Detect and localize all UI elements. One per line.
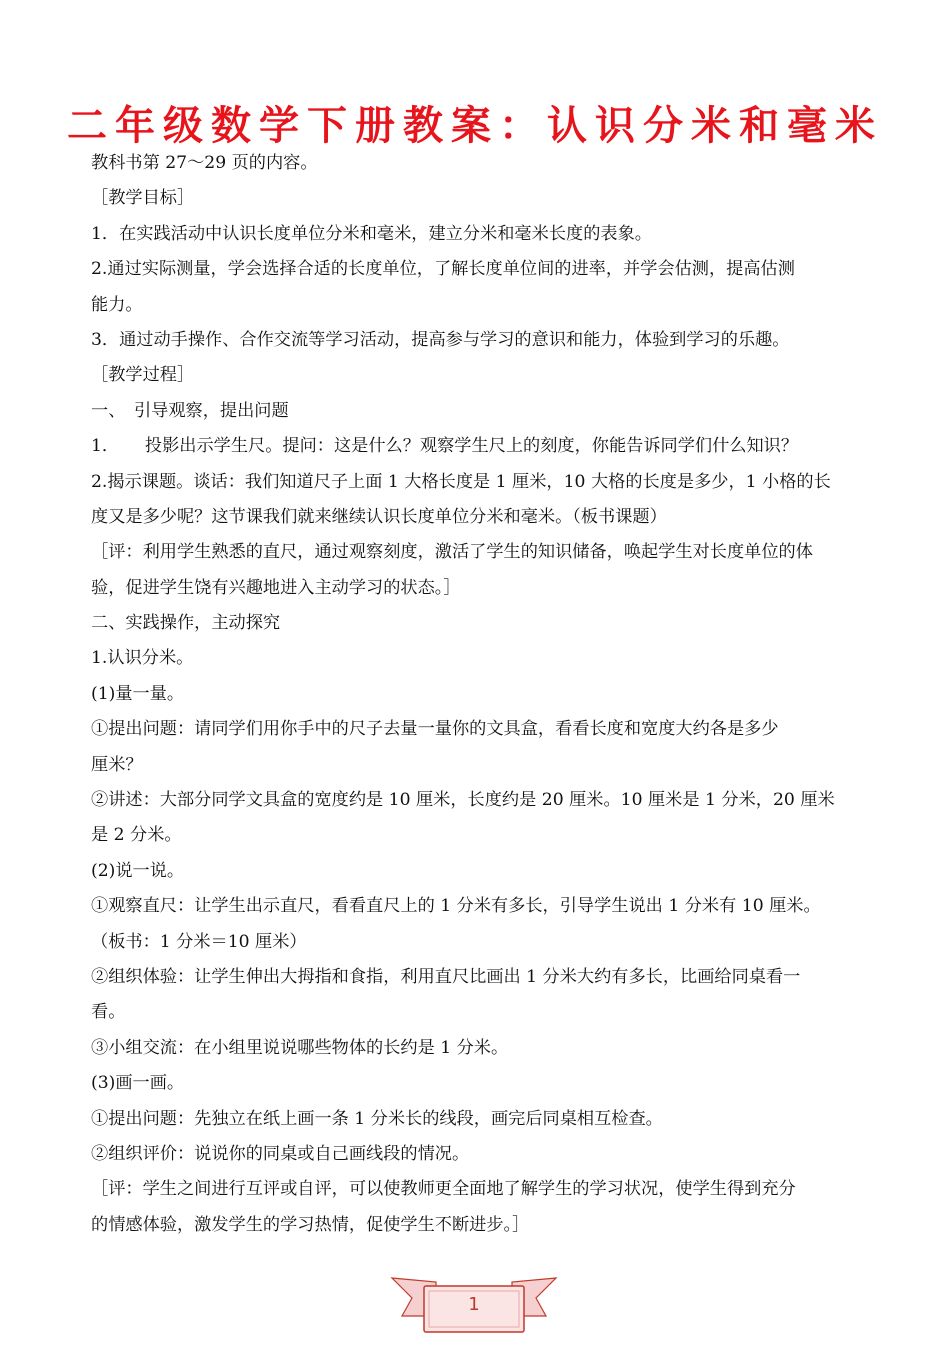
text-line: 1． 投影出示学生尺。提问：这是什么？观察学生尺上的刻度，你能告诉同学们什么知识？ bbox=[91, 436, 799, 457]
text-line: (2)说一说。 bbox=[91, 860, 185, 881]
text-line: ①观察直尺：让学生出示直尺，看看直尺上的 1 分米有多长，引导学生说出 1 分米有 10 厘米。 bbox=[91, 896, 821, 917]
text-line: 1.认识分米。 bbox=[91, 648, 194, 669]
text-line: ②组织评价：说说你的同桌或自己画线段的情况。 bbox=[91, 1143, 470, 1164]
text-line: 2.通过实际测量，学会选择合适的长度单位，了解长度单位间的进率，并学会估测，提高估测 bbox=[91, 259, 795, 280]
page-number: 1 bbox=[468, 1294, 480, 1315]
section-heading: ［教学过程］ bbox=[91, 365, 195, 386]
text-line: ［评：利用学生熟悉的直尺，通过观察刻度，激活了学生的知识储备，唤起学生对长度单位的体 bbox=[91, 542, 813, 563]
text-line: ①提出问题：先独立在纸上画一条 1 分米长的线段，画完后同桌相互检查。 bbox=[91, 1108, 663, 1129]
text-line: 2.揭示课题。谈话：我们知道尺子上面 1 大格长度是 1 厘米，10 大格的长度是多少，1 小格的长 bbox=[91, 471, 831, 492]
text-line: 度又是多少呢？这节课我们就来继续认识长度单位分米和毫米。（板书课题） bbox=[91, 506, 667, 527]
text-line: (1)量一量。 bbox=[91, 683, 185, 704]
document-body bbox=[91, 146, 871, 1243]
text-line: （板书：1 分米＝10 厘米） bbox=[91, 931, 307, 952]
text-line: (3)画一画。 bbox=[91, 1073, 185, 1094]
page-footer bbox=[388, 1272, 560, 1342]
text-line: 看。 bbox=[91, 1002, 126, 1023]
text-line: 3．通过动手操作、合作交流等学习活动，提高参与学习的意识和能力，体验到学习的乐趣。 bbox=[91, 329, 790, 350]
text-line: 能力。 bbox=[91, 294, 143, 315]
text-line: 1．在实践活动中认识长度单位分米和毫米，建立分米和毫米长度的表象。 bbox=[91, 223, 652, 244]
text-line: ②组织体验：让学生伸出大拇指和食指，利用直尺比画出 1 分米大约有多长，比画给同桌看一 bbox=[91, 966, 801, 987]
text-line: 验，促进学生饶有兴趣地进入主动学习的状态。］ bbox=[91, 577, 461, 598]
text-line: ②讲述：大部分同学文具盒的宽度约是 10 厘米，长度约是 20 厘米。10 厘米是 1 分米，20 厘米 bbox=[91, 790, 835, 811]
section-heading: ［教学目标］ bbox=[91, 188, 195, 209]
text-line: 的情感体验，激发学生的学习热情，促使学生不断进步。］ bbox=[91, 1214, 530, 1235]
text-line: 一、 引导观察，提出问题 bbox=[91, 400, 289, 421]
text-line: 教科书第 27～29 页的内容。 bbox=[91, 153, 318, 173]
text-line: ③小组交流：在小组里说说哪些物体的长约是 1 分米。 bbox=[91, 1037, 509, 1058]
text-line: ［评：学生之间进行互评或自评，可以使教师更全面地了解学生的学习状况，使学生得到充分 bbox=[91, 1179, 796, 1200]
text-line: ①提出问题：请同学们用你手中的尺子去量一量你的文具盒，看看长度和宽度大约各是多少 bbox=[91, 719, 779, 740]
text-line: 厘米？ bbox=[91, 754, 143, 775]
page-title: 二年级数学下册教案：认识分米和毫米 bbox=[67, 103, 883, 149]
text-line: 二、实践操作，主动探究 bbox=[91, 613, 281, 634]
text-line: 是 2 分米。 bbox=[91, 825, 182, 846]
